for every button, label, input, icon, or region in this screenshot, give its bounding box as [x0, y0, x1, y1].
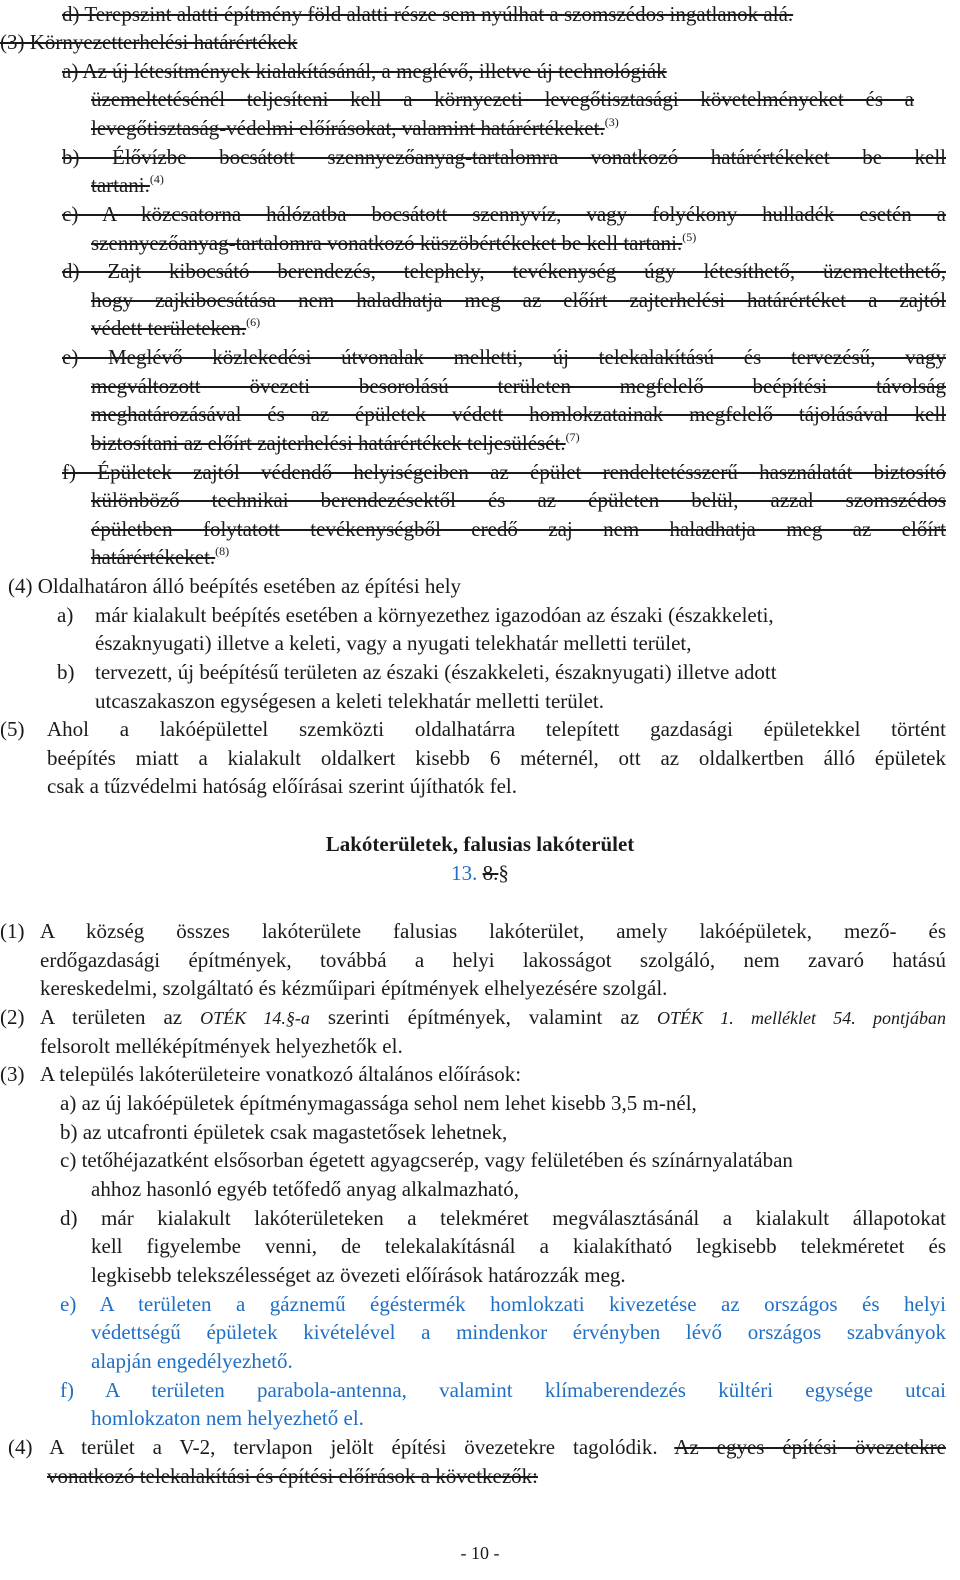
text-span: b) az utcafronti épületek csak magastetősek lehetnek, — [60, 1120, 508, 1144]
text-span: Ahol a lakóépülettel szemközti oldalhatárra telepített gazdasági épületekkel történt — [47, 717, 946, 741]
text-line — [95, 687, 715, 715]
text-line — [62, 343, 946, 371]
text-line — [8, 572, 568, 600]
text-line — [40, 1060, 640, 1088]
text-span: kell figyelembe venni, de telekalakításnál a kialakítható legkisebb telekméretet és — [91, 1234, 946, 1258]
text-line — [91, 1261, 751, 1289]
text-span: hogy zajkibocsátása nem haladhatja meg az előírt zajterhelési határértéket a zajtól — [91, 288, 946, 312]
text-span: (2) — [0, 1005, 25, 1029]
section-title — [0, 830, 960, 858]
text-span: már kialakult beépítés esetében a környezethez igazodóan az északi (északkeleti, — [95, 603, 774, 627]
text-line — [91, 400, 946, 428]
footnote-ref: (5) — [682, 230, 697, 244]
text-line — [91, 171, 191, 199]
text-span: levegőtisztaság-védelmi előírásokat, valamint határértékeket. — [91, 116, 605, 140]
text-line — [91, 543, 271, 571]
text-span: a) az új lakóépületek építménymagassága sehol nem lehet kisebb 3,5 m-nél, — [60, 1091, 697, 1115]
text-span: tervezett, új beépítésű területen az északi (északkeleti, északnyugati) illetve adott — [95, 660, 777, 684]
text-span: tartani. — [91, 173, 150, 197]
text-span: OTÉK 1. melléklet 54. pontjában — [657, 1008, 946, 1028]
footnote-ref: (7) — [565, 430, 580, 444]
text-line — [62, 458, 946, 486]
text-span: legkisebb telekszélességet az övezeti előírások határozzák meg. — [91, 1263, 626, 1287]
text-line — [62, 0, 942, 28]
text-line — [91, 515, 946, 543]
text-line — [47, 744, 946, 772]
text-span: f) Épületek zajtól védendő helyiségeiben az épület rendeltetésszerű használatát biztosító — [62, 460, 946, 484]
text-span: felsorolt melléképítmények helyezhetők el. — [40, 1034, 403, 1058]
footnote-ref: (4) — [149, 172, 164, 186]
text-line — [91, 314, 321, 342]
footnote-ref: (3) — [604, 115, 619, 129]
text-line — [95, 601, 905, 629]
text-line — [60, 1089, 840, 1117]
text-line — [57, 601, 87, 629]
text-line — [60, 1204, 946, 1232]
text-line — [91, 229, 831, 257]
text-line — [60, 1118, 620, 1146]
text-span: megváltozott övezeti besorolású területen megfelelő beépítési távolság — [91, 374, 946, 398]
text-span: d) már kialakult lakóterületeken a telekméret megválasztásánál a kialakult állapotokat — [60, 1206, 946, 1230]
text-span: északnyugati) illetve a keleti, vagy a nyugati telekhatár melletti terület, — [95, 631, 692, 655]
text-line — [62, 257, 946, 285]
text-span: utcaszakaszon egységesen a keleti telekhatár melletti terület. — [95, 689, 605, 713]
text-line — [91, 1232, 946, 1260]
section-number-new: 13. — [451, 861, 478, 885]
text-line — [40, 1003, 946, 1031]
text-span: erdőgazdasági építmények, továbbá a helyi lakosságot szolgáló, nem zavaró hatású — [40, 948, 946, 972]
text-line — [95, 629, 815, 657]
text-line — [62, 200, 946, 228]
text-line — [62, 143, 946, 171]
text-span: csak a tűzvédelmi hatóság előírásai szerint újíthatók fel. — [47, 774, 517, 798]
section-number-old: 8. — [482, 861, 499, 885]
text-span: védettségű épületek kivételével a mindenkor érvényben lévő országos szabványok — [91, 1320, 946, 1344]
text-span: határértékeket. — [91, 545, 216, 569]
text-span: beépítés miatt a kialakult oldalkert kisebb 6 méternél, ott az oldalkertben álló épületek — [47, 746, 946, 770]
text-span: A község összes lakóterülete falusias lakóterület, amely lakóépületek, mező- és — [40, 919, 946, 943]
text-line — [40, 917, 946, 945]
text-line — [91, 1347, 351, 1375]
text-span: d) Zajt kibocsátó berendezés, telephely, tevékenység úgy létesíthető, üzemeltethető, — [62, 259, 946, 283]
text-line — [91, 1404, 431, 1432]
text-span: a) — [57, 603, 74, 627]
text-span: szennyezőanyag-tartalomra vonatkozó küszöbértékeket be kell tartani. — [91, 231, 683, 255]
text-line — [91, 372, 946, 400]
text-line — [91, 486, 946, 514]
text-line — [40, 1032, 490, 1060]
text-line — [60, 1290, 946, 1318]
section-number — [0, 859, 960, 887]
text-line — [47, 772, 647, 800]
text-span: Az egyes építési övezetekre — [674, 1435, 946, 1459]
text-line — [8, 1433, 946, 1461]
text-span: OTÉK 14.§-a — [200, 1008, 310, 1028]
text-span: (4) Oldalhatáron álló beépítés esetében az építési hely — [8, 574, 462, 598]
text-span: d) Terepszint alatti építmény föld alatti része sem nyúlhat a szomszédos ingatlanok alá. — [62, 2, 794, 26]
text-line — [0, 917, 40, 945]
text-line — [91, 286, 946, 314]
text-span: üzemeltetésénél teljesíteni kell a környezeti levegőtisztasági követelményeket és a — [91, 87, 914, 111]
footnote-ref: (8) — [215, 544, 230, 558]
text-span: (4) A terület a V-2, tervlapon jelölt építési övezetekre tagolódik. — [8, 1435, 675, 1459]
footnote-ref: (6) — [246, 315, 261, 329]
page-number: - 10 - — [460, 1543, 500, 1563]
text-span: (5) — [0, 717, 25, 741]
text-span: különböző technikai berendezésektől és az épületen belül, azzal szomszédos — [91, 488, 946, 512]
text-line — [40, 946, 946, 974]
text-span: a) Az új létesítmények kialakításánál, a meglévő, illetve új technológiák — [62, 59, 667, 83]
text-line — [60, 1376, 946, 1404]
text-span: biztosítani az előírt zajterhelési határértékek teljesülését. — [91, 431, 566, 455]
text-line — [91, 1175, 631, 1203]
text-span: alapján engedélyezhető. — [91, 1349, 293, 1373]
text-line — [47, 1462, 647, 1490]
text-span: e) A területen a gáznemű égéstermék homlokzati kivezetése az országos és helyi — [60, 1292, 946, 1316]
text-span: vonatkozó telekalakítási és építési előírások a következők: — [47, 1464, 538, 1488]
text-span: ahhoz hasonló egyéb tetőfedő anyag alkalmazható, — [91, 1177, 519, 1201]
text-span: homlokzaton nem helyezhető el. — [91, 1406, 364, 1430]
text-span: szerinti építmények, valamint az — [309, 1005, 658, 1029]
text-span: b) — [57, 660, 75, 684]
text-span: b) Élővízbe bocsátott szennyezőanyag-tartalomra vonatkozó határértékeket be kell — [62, 145, 946, 169]
text-span: kereskedelmi, szolgáltató és kézműipari építmények elhelyezésére szolgál. — [40, 976, 668, 1000]
section-sign: § — [498, 861, 509, 885]
text-span: (1) — [0, 919, 25, 943]
text-line — [62, 57, 782, 85]
section-title-text: Lakóterületek, falusias lakóterület — [325, 832, 635, 856]
text-span: e) Meglévő közlekedési útvonalak melletti, új telekalakítású és tervezésű, vagy — [62, 345, 946, 369]
text-line — [91, 85, 914, 113]
text-span: (3) — [0, 1062, 25, 1086]
text-span: A területen az — [40, 1005, 201, 1029]
text-line — [0, 28, 360, 56]
text-line — [0, 1003, 40, 1031]
text-span: c) A közcsatorna hálózatba bocsátott szennyvíz, vagy folyékony hulladék esetén a — [62, 202, 946, 226]
text-line — [60, 1146, 940, 1174]
text-span: A település lakóterületeire vonatkozó általános előírások: — [40, 1062, 522, 1086]
text-span: c) tetőhéjazatként elsősorban égetett agyagcserép, vagy felületében és színárnyalatában — [60, 1148, 793, 1172]
text-span: meghatározásával és az épületek védett homlokzatainak megfelelő tájolásával kell — [91, 402, 946, 426]
text-line — [91, 429, 691, 457]
text-line — [0, 1060, 40, 1088]
text-span: f) A területen parabola-antenna, valamint klímaberendezés kültéri egysége utcai — [60, 1378, 946, 1402]
text-line — [0, 715, 40, 743]
text-line — [47, 715, 946, 743]
text-line — [91, 1318, 946, 1346]
text-span: védett területeken. — [91, 316, 247, 340]
text-line — [57, 658, 87, 686]
text-line — [95, 658, 910, 686]
text-span: épületben folytatott tevékenységből eredő zaj nem haladhatja meg az előírt — [91, 517, 946, 541]
text-line — [91, 114, 731, 142]
text-line — [40, 974, 820, 1002]
text-span: (3) Környezetterhelési határértékek — [0, 30, 298, 54]
